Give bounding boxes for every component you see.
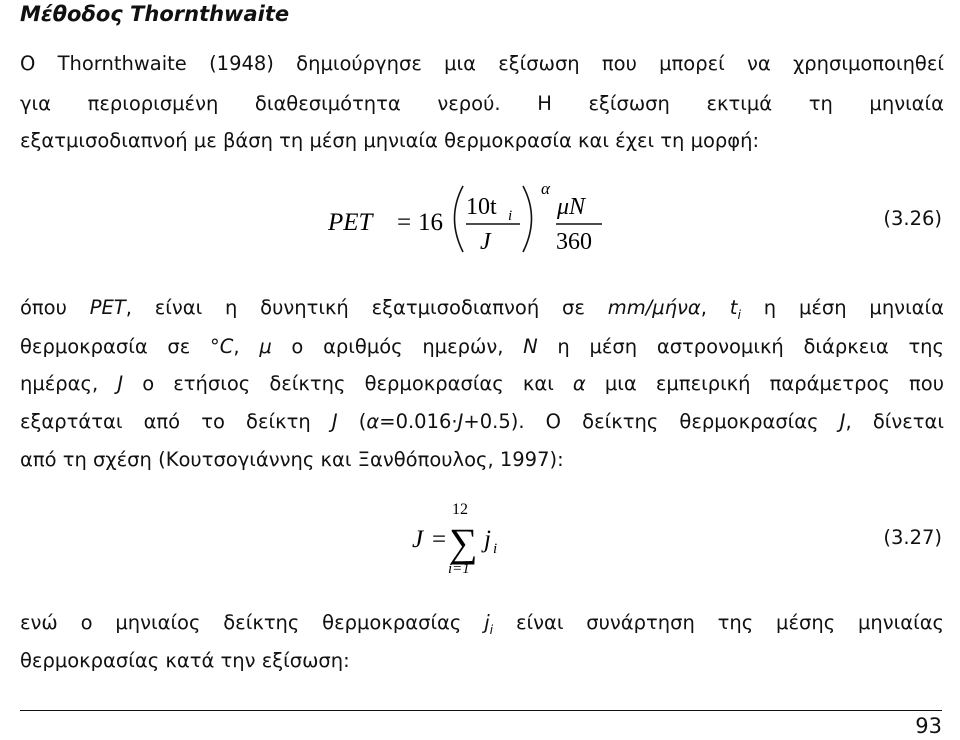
- eq1-frac2-numerator: μN: [557, 194, 586, 220]
- p2-l2-deg: °C: [210, 335, 234, 358]
- p2-l4c: =0.016·: [379, 410, 458, 433]
- p2-l2-mu: μ: [259, 335, 272, 358]
- para1-line1: Ο Thornthwaite (1948) δημιούργησε μια εξίσωση που μπορεί να χρησιμοποιηθεί: [20, 52, 944, 75]
- p2-l1d: η μέση μηνιαία: [740, 296, 944, 319]
- eq2-term: j: [484, 526, 491, 553]
- p2-l1b: , είναι η δυνητική εξατμισοδιαπνοή σε: [125, 296, 608, 319]
- footer-rule: [20, 710, 942, 711]
- eq2-upper: 12: [452, 501, 468, 518]
- eq2-lower: i=1: [448, 561, 470, 577]
- para2-line1: [20, 296, 944, 327]
- p2-l3c: μια εμπειρική παράμετρος που: [585, 372, 944, 395]
- eq1-numerator-sub: i: [508, 208, 513, 224]
- equation-3-27-graphic: [0, 496, 960, 580]
- p2-l2c: ο αριθμός ημερών,: [271, 335, 524, 358]
- eq1-numerator: 10t: [466, 194, 497, 220]
- eq1-coef: 16: [418, 209, 443, 236]
- p3-l1-jsub: i: [489, 621, 494, 637]
- para1-line2: για περιορισμένη διαθεσιμότητα νερού. Η εξίσωση εκτιμά τη μηνιαία: [20, 92, 944, 115]
- eq1-denominator: J: [480, 229, 491, 255]
- eq1-lhs: PET: [328, 209, 373, 236]
- eq1-equals: =: [397, 209, 412, 236]
- p2-l4-j2: J: [457, 410, 464, 433]
- para1-line3: εξατμισοδιαπνοή με βάση τη μέση μηνιαία θερμοκρασία και έχει τη μορφή:: [20, 129, 760, 152]
- p3-l1a: ενώ ο μηνιαίος δείκτης θερμοκρασίας: [20, 611, 485, 634]
- p2-l1-unit: mm/μήνα: [607, 296, 701, 319]
- para2-line4: [20, 410, 944, 434]
- section-heading: Μέθοδος Thornthwaite: [20, 2, 290, 26]
- p2-l1-pet: PET: [89, 296, 126, 319]
- para2-line2: [20, 335, 944, 359]
- page-number: 93: [915, 714, 942, 738]
- eq2-lhs: J: [412, 526, 424, 553]
- p2-l3-alpha: α: [572, 372, 586, 395]
- p2-l4-j: J: [331, 410, 338, 433]
- p2-l3a: ημέρας,: [20, 372, 118, 395]
- p2-l1a: όπου: [20, 296, 90, 319]
- p2-l1-tsub: i: [737, 306, 741, 322]
- eq2-term-sub: i: [493, 541, 498, 557]
- p2-l4a: εξαρτάται από το δείκτη: [20, 410, 332, 433]
- p2-l3b: ο ετήσιος δείκτης θερμοκρασίας και: [123, 372, 573, 395]
- para3-line2: θερμοκρασίας κατά την εξίσωση:: [20, 649, 350, 672]
- p2-l4-alpha: α: [366, 410, 380, 433]
- para2-line3: [20, 372, 944, 396]
- p2-l2d: η μέση αστρονομική διάρκεια της: [537, 335, 944, 358]
- p2-l2a: θερμοκρασία σε: [20, 335, 211, 358]
- eq1-right-paren: [523, 186, 532, 252]
- p2-l4b: (: [337, 410, 367, 433]
- p2-l3-j: J: [117, 372, 124, 395]
- eq1-frac2-denominator: 360: [556, 229, 592, 255]
- p2-l2b: ,: [233, 335, 260, 358]
- p3-l1b: είναι συνάρτηση της μέσης μηνιαίας: [493, 611, 944, 634]
- para2-line5: από τη σχέση (Κουτσογιάννης και Ξανθόπουλος, 1997):: [20, 448, 564, 471]
- p2-l1-t: t: [729, 296, 738, 319]
- p2-l1c: ,: [700, 296, 730, 319]
- eq1-exponent: α: [541, 179, 550, 198]
- equation-3-27: [0, 496, 960, 580]
- eq2-sum-symbol: ∑: [449, 520, 478, 565]
- equation-3-26-graphic: [0, 178, 960, 258]
- eq2-number: (3.27): [883, 526, 942, 549]
- p2-l4e: , δίνεται: [845, 410, 944, 433]
- p2-l4d: +0.5). Ο δείκτης θερμοκρασίας: [463, 410, 840, 433]
- p2-l2-n: N: [523, 335, 538, 358]
- eq2-equals: =: [432, 526, 447, 553]
- para3-line1: [20, 611, 944, 642]
- eq1-left-paren: [455, 186, 464, 252]
- p2-l4-j3: J: [839, 410, 846, 433]
- eq1-number: (3.26): [883, 207, 942, 230]
- p3-l1-j: j: [484, 611, 490, 634]
- equation-3-26: [0, 178, 960, 258]
